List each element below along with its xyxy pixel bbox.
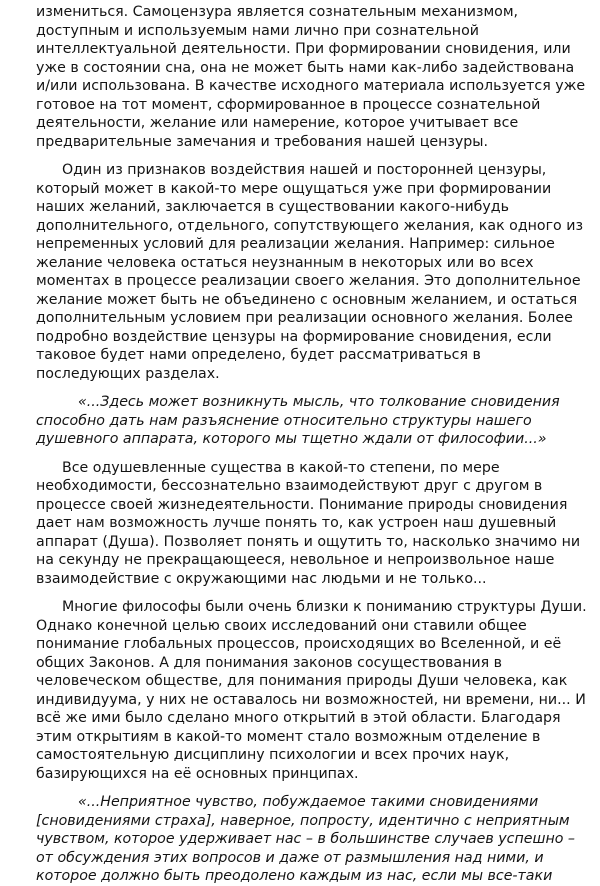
quote-dream-interpretation: «...Здесь может возникнуть мысль, что толкование сновидения способно дать нам разъяснение относительно структуры нашего душевного аппарата, которого мы тщетно ждали от философии...»: [36, 394, 560, 447]
paragraph-censorship-signs: Один из признаков воздействия нашей и посторонней цензуры, который может в какой-то мере ощущаться уже при формировании наших желаний, заключается в существовании какого-нибудь дополнительного, отдельного, сопутствующего желания, как одного из непременных условий для реализации желания. Например: сильное желание человека остаться неузнанным в некоторых или во всех моментах в процессе реализации своего желания. Это дополнительное желание может быть не объединено с основным желанием, и остаться дополнительным условием при реализации основного желания. Более подробно воздействие цензуры на формирование сновидения, если таковое будет нами определено, будет рассматриваться в последующих разделах.: [36, 162, 584, 382]
paragraph-interaction: Все одушевленные существа в какой-то степени, по мере необходимости, бессознательно взаимодействуют друг с другом в процессе своей жизнедеятельности. Понимание природы сновидения дает нам возможность лучше понять то, как устроен наш душевный аппарат (Душа). Позволяет понять и ощутить то, насколько значимо ни на секунду не прекращающееся, невольное и непроизвольное наше взаимодействие с окружающими нас людьми и не только...: [36, 459, 581, 587]
paragraph-self-censorship: измениться. Самоцензура является сознательным механизмом, доступным и используемым нами лично при сознательной интеллектуальной деятельности. При формировании сновидения, или уже в состоянии сна, она не может быть нами как-либо задействована и/или использована. В качестве исходного материала используется уже готовое на тот момент, сформированное в процессе сознательной деятельности, желание или намерение, которое учитывает все предварительные замечания и требования нашей цензуры.: [36, 4, 586, 150]
quote-fear-dreams: «...Неприятное чувство, побуждаемое такими сновидениями [сновидениями страха], наверное, попросту, идентично с неприятным чувством, которое удерживает нас – в большинстве случаев успешно – от обсуждения этих вопросов и даже от размышления над ними, и которое должно быть преодолено каждым из нас, если мы все-таки: [36, 794, 576, 884]
paragraph-philosophers: Многие философы были очень близки к пониманию структуры Души. Однако конечной целью своих исследований они ставили общее понимание глобальных процессов, происходящих во Вселенной, и её общих Законов. А для понимания законов сосуществования в человеческом обществе, для понимания природы Души человека, как индивидуума, у них не оставалось ни возможностей, ни времени, ни... И всё же ими было сделано много открытий в этой области. Благодаря этим открытиям в какой-то момент стало возможным отделение в самостоятельную дисциплину психологии и всех прочих наук, базирующихся на её основных принципах.: [36, 599, 587, 782]
